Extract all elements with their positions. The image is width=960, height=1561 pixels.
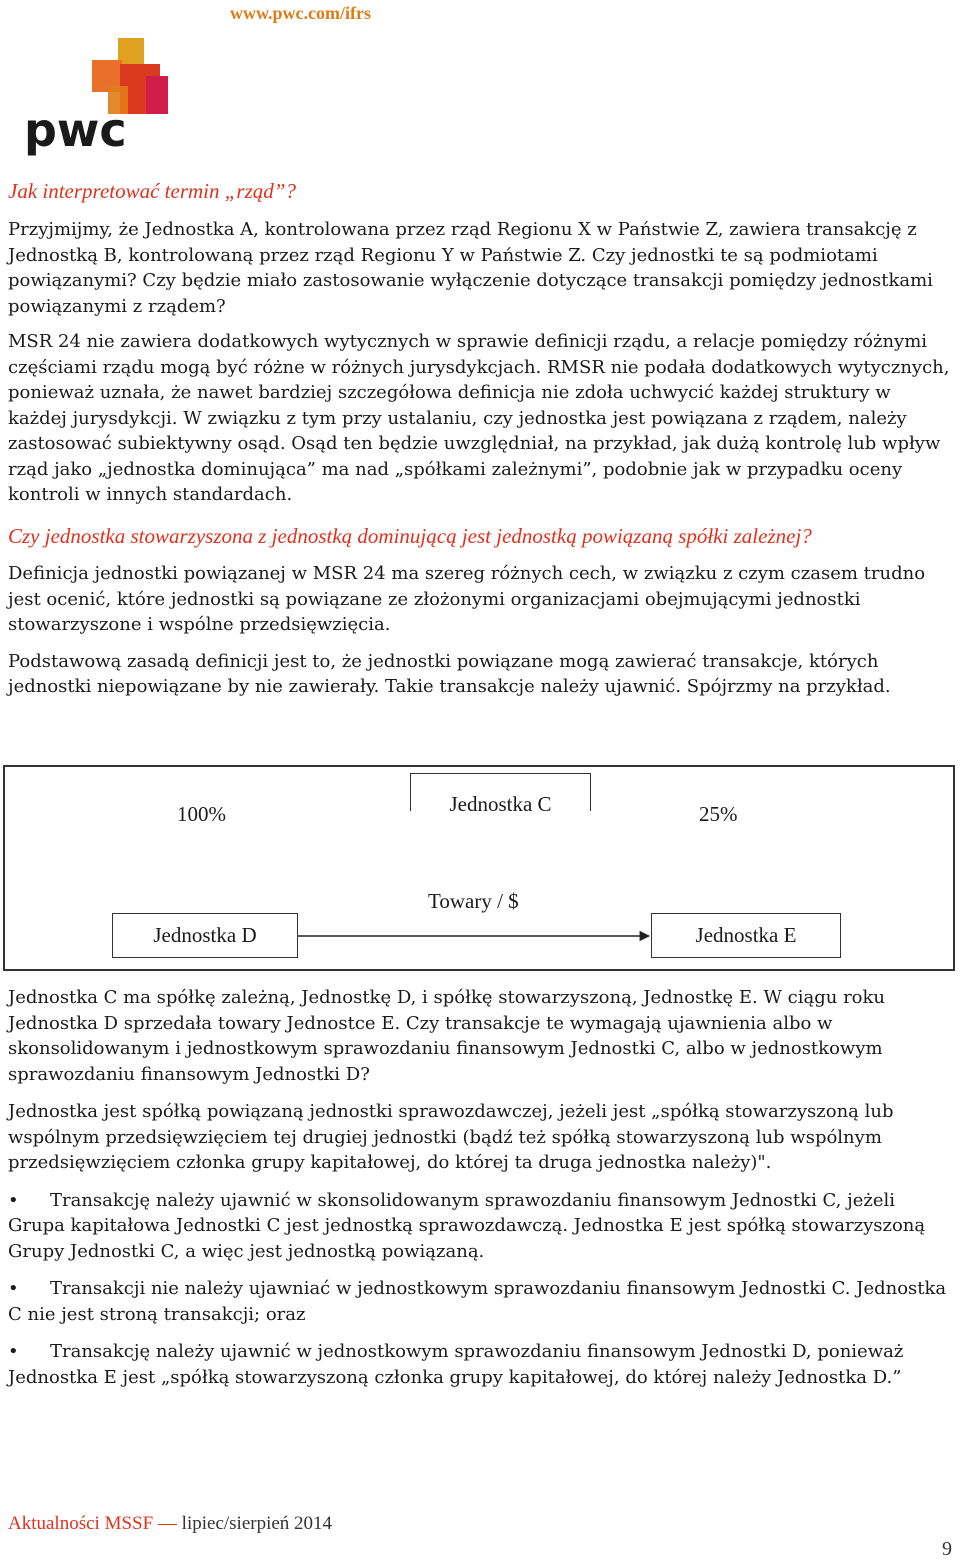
entity-c-label: Jednostka C	[449, 792, 552, 811]
paragraph: Jednostka C ma spółkę zależną, Jednostkę D, i spółkę stowarzyszoną, Jednostkę E. W ciągu roku Jednostka D sprzedała towary Jednostce E. Czy transakcje te wymagają ujawnienia albo w skonsolidowanym i jednostkowym sprawozdaniu finansowym Jednostki C, albo w jednostkowym sprawozdaniu finansowym Jednostki D?	[8, 987, 886, 1085]
paragraph: Jednostka jest spółką powiązaną jednostki sprawozdawczej, jeżeli jest „spółką stowarzyszoną lub wspólnym przedsięwzięciem tej drugiej jednostki (bądź też spółką stowarzyszoną lub wspólnym przedsięwzięciem członka grupy kapitałowej, do której ta druga jednostka należy)".	[8, 1101, 894, 1173]
bullet-item: • Transakcję należy ujawnić w skonsolidowanym sprawozdaniu finansowym Jednostki C, jeżeli Grupa kapitałowa Jednostki C jest jednostką sprawozdawczą. Jednostka E jest spółką stowarzyszoną Grupy Jednostki C, a więc jest jednostką powiązaną.	[8, 1189, 926, 1262]
paragraph: Przyjmijmy, że Jednostka A, kontrolowana przez rząd Regionu X w Państwie Z, zawiera transakcję z Jednostką B, kontrolowaną przez rząd Regionu Y w Państwie Z. Czy jednostki te są podmiotami powiązanymi? Czy będzie miało zastosowanie wyłączenie dotyczące transakcji pomiędzy jednostkami powiązanymi z rządem?	[8, 219, 933, 317]
entity-d-label: Jednostka D	[153, 923, 257, 947]
header-url[interactable]: www.pwc.com/ifrs	[230, 3, 371, 23]
section-government	[8, 178, 953, 508]
bullet-text: Transakcję należy ujawnić w skonsolidowanym sprawozdaniu finansowym Jednostki C, jeżeli Grupa kapitałowa Jednostki C jest jednostką sprawozdawczą. Jednostka E jest spółką stowarzyszoną Grupy Jednostki C, a więc jest jednostką powiązaną.	[8, 1189, 926, 1262]
logo-text: pwc	[24, 103, 127, 157]
paragraph: Definicja jednostki powiązanej w MSR 24 ma szereg różnych cech, w związku z czym czasem trudno jest ocenić, które jednostki są powiązane ze złożonymi organizacjami obejmującymi jednostki stowarzyszone i wspólne przedsięwzięcia.	[8, 563, 926, 635]
pwc-logo-icon	[20, 28, 180, 158]
footer-date: lipiec/sierpień 2014	[181, 1513, 333, 1534]
entity-d-box	[112, 913, 298, 958]
footer	[8, 1513, 332, 1535]
left-percentage: 100%	[177, 802, 226, 826]
section-heading: Czy jednostka stowarzyszona z jednostką dominującą jest jednostką powiązaną spółki zależnej?	[8, 524, 812, 548]
paragraph: MSR 24 nie zawiera dodatkowych wytycznych w sprawie definicji rządu, a relacje pomiędzy różnymi częściami rządu mogą być różne w różnych jurysdykcjach. RMSR nie podała dodatkowych wytycznych, ponieważ uznała, że nawet bardziej szczegółowa definicja nie zdoła uchwycić każdej struktury w każdej jurysdykcji. W związku z tym przy ustalaniu, czy jednostka jest powiązana z rządem, należy zastosować subiektywny osąd. Osąd ten będzie uwzględniał, na przykład, jak dużą kontrolę lub wpływ rząd jako „jednostka dominująca” ma nad „spółkami zależnymi”, podobnie jak w przypadku oceny kontroli w innych standardach.	[8, 331, 950, 505]
entity-c-box	[410, 773, 591, 811]
entity-e-box	[651, 913, 841, 958]
entity-diagram	[3, 765, 955, 971]
section-example	[8, 985, 953, 1390]
flow-label: Towary / $	[428, 889, 519, 913]
entity-e-label: Jednostka E	[695, 923, 797, 947]
bullet-item: • Transakcję należy ujawnić w jednostkowym sprawozdaniu finansowym Jednostki D, ponieważ Jednostka E jest „spółką stowarzyszoną członka grupy kapitałowej, do której należy Jednostka D.”	[8, 1341, 904, 1388]
right-percentage: 25%	[699, 802, 738, 826]
footer-dash: —	[157, 1513, 177, 1534]
pwc-logo	[20, 28, 180, 162]
bullet-text: Transakcji nie należy ujawniać w jednostkowym sprawozdaniu finansowym Jednostki C. Jednostka C nie jest stroną transakcji; oraz	[8, 1278, 947, 1325]
section-associate	[8, 523, 953, 700]
footer-publication: Aktualności MSSF	[8, 1513, 154, 1534]
bullet-item: • Transakcji nie należy ujawniać w jednostkowym sprawozdaniu finansowym Jednostki C. Jednostka C nie jest stroną transakcji; oraz	[8, 1278, 947, 1325]
paragraph: Podstawową zasadą definicji jest to, że jednostki powiązane mogą zawierać transakcje, których jednostki niepowiązane by nie zawierały. Takie transakcje należy ujawnić. Spójrzmy na przykład.	[8, 650, 891, 697]
section-heading: Jak interpretować termin „rząd”?	[8, 179, 296, 203]
bullet-text: Transakcję należy ujawnić w jednostkowym sprawozdaniu finansowym Jednostki D, ponieważ Jednostka E jest „spółką stowarzyszoną członka grupy kapitałowej, do której należy Jednostka D.”	[8, 1341, 904, 1388]
page-number: 9	[942, 1538, 952, 1560]
